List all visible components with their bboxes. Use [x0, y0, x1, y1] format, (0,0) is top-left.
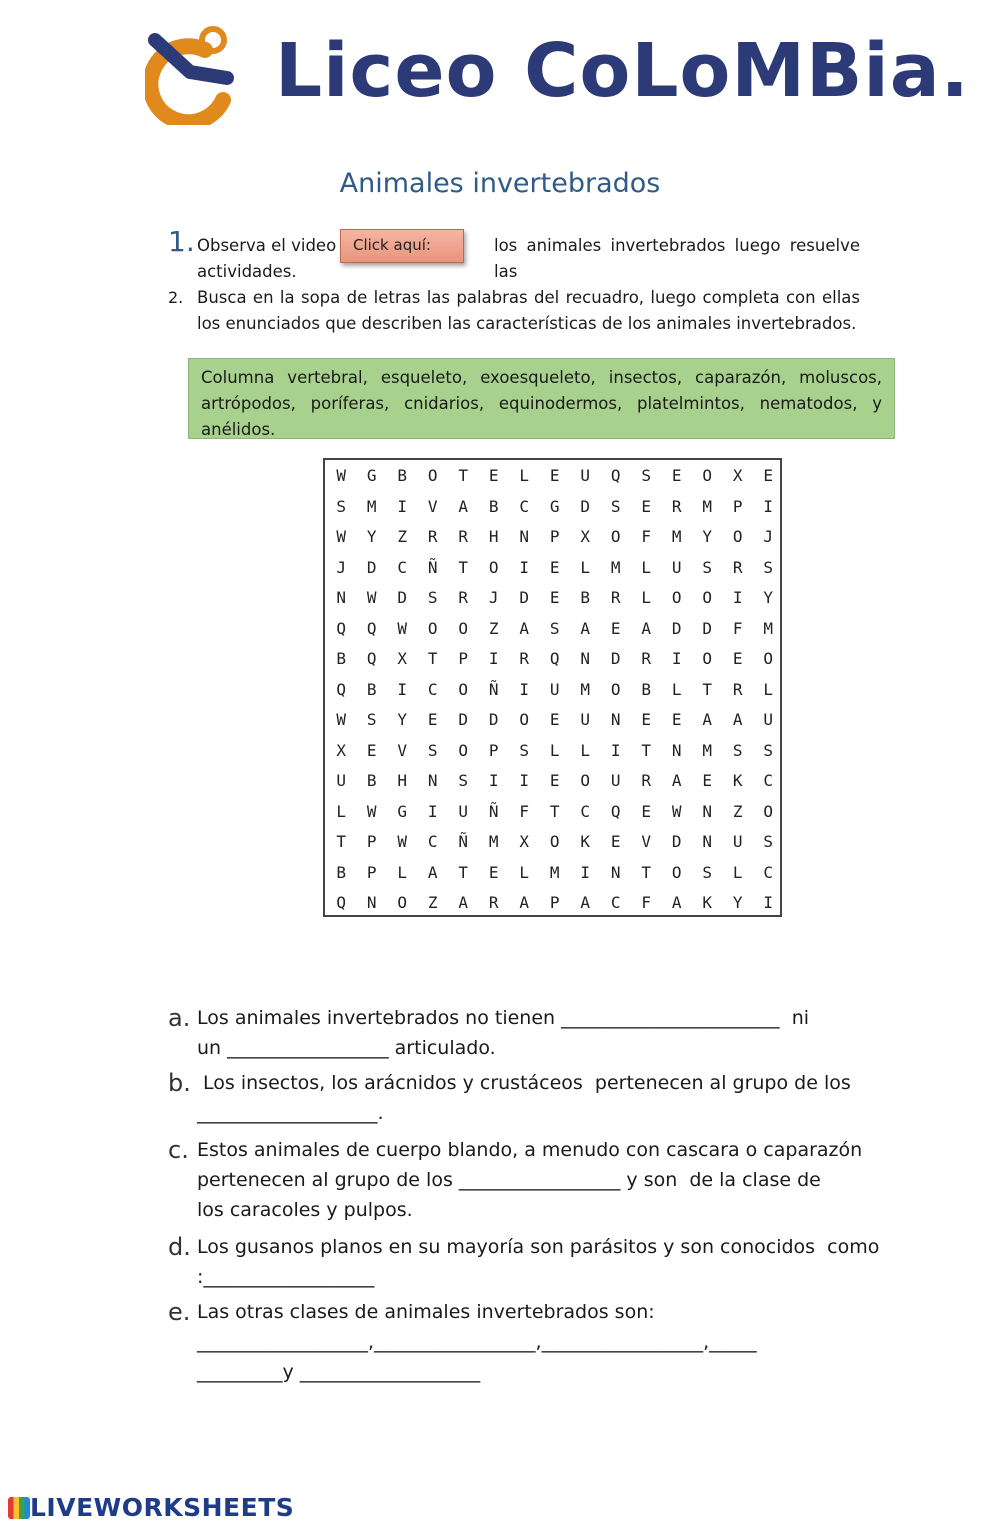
- grid-cell[interactable]: M: [366, 496, 377, 516]
- grid-cell[interactable]: D: [610, 649, 621, 668]
- grid-cell[interactable]: J: [336, 557, 347, 577]
- grid-row: [325, 461, 780, 492]
- grid-cell[interactable]: I: [763, 893, 774, 912]
- grid-cell[interactable]: N: [427, 771, 438, 790]
- grid-cell[interactable]: G: [549, 496, 560, 516]
- grid-cell[interactable]: O: [397, 893, 408, 912]
- grid-cell[interactable]: B: [641, 679, 652, 699]
- grid-cell[interactable]: N: [671, 740, 682, 760]
- grid-cell[interactable]: C: [397, 557, 408, 577]
- grid-cell[interactable]: M: [488, 832, 499, 851]
- question-letter: b.: [168, 1069, 191, 1097]
- grid-cell[interactable]: W: [336, 710, 347, 729]
- grid-cell[interactable]: C: [427, 832, 438, 851]
- grid-cell[interactable]: H: [488, 527, 499, 546]
- grid-cell[interactable]: J: [763, 527, 774, 546]
- grid-cell[interactable]: T: [458, 557, 469, 577]
- question-letter: e.: [168, 1298, 191, 1326]
- grid-cell[interactable]: U: [458, 801, 469, 821]
- grid-row: [325, 522, 780, 553]
- grid-cell[interactable]: I: [671, 649, 682, 668]
- grid-cell[interactable]: M: [671, 527, 682, 546]
- grid-cell[interactable]: D: [488, 710, 499, 729]
- grid-cell[interactable]: T: [641, 740, 652, 760]
- grid-cell[interactable]: V: [427, 496, 438, 516]
- grid-cell[interactable]: E: [610, 832, 621, 851]
- grid-row: [325, 858, 780, 889]
- grid-row: [325, 583, 780, 614]
- grid-cell[interactable]: A: [458, 893, 469, 912]
- grid-cell[interactable]: Z: [732, 801, 743, 821]
- question-4: [168, 1232, 880, 1292]
- grid-cell[interactable]: S: [702, 557, 713, 577]
- instruction-1-line2: actividades.: [197, 262, 297, 281]
- grid-cell[interactable]: W: [336, 527, 347, 546]
- grid-cell[interactable]: A: [702, 710, 713, 729]
- instruction-1-text-after: los animales invertebrados luego resuelve las: [494, 236, 860, 281]
- grid-cell[interactable]: U: [610, 771, 621, 790]
- grid-cell[interactable]: O: [702, 649, 713, 668]
- grid-cell[interactable]: R: [671, 496, 682, 516]
- grid-cell[interactable]: B: [580, 588, 591, 607]
- grid-cell[interactable]: L: [671, 679, 682, 699]
- grid-cell[interactable]: O: [610, 527, 621, 546]
- grid-cell[interactable]: Q: [336, 679, 347, 699]
- grid-cell[interactable]: F: [641, 893, 652, 912]
- grid-cell[interactable]: K: [732, 771, 743, 790]
- question-line[interactable]: Los insectos, los arácnidos y crustáceos pertenecen al grupo de los: [197, 1072, 851, 1094]
- word-list-box: Columna vertebral, esqueleto, exoesqueleto, insectos, caparazón, moluscos, artrópodos, poríferas, cnidarios, equinodermos, platelmintos, nematodos, y anélidos.: [188, 358, 895, 439]
- grid-cell[interactable]: O: [519, 710, 530, 729]
- grid-cell[interactable]: L: [397, 862, 408, 882]
- grid-cell[interactable]: E: [641, 496, 652, 516]
- grid-cell[interactable]: N: [610, 710, 621, 729]
- grid-cell[interactable]: R: [732, 679, 743, 699]
- grid-cell[interactable]: L: [519, 466, 530, 485]
- grid-cell[interactable]: T: [427, 649, 438, 668]
- grid-cell[interactable]: I: [488, 771, 499, 790]
- grid-cell[interactable]: S: [702, 862, 713, 882]
- grid-cell[interactable]: A: [519, 893, 530, 912]
- grid-cell[interactable]: D: [580, 496, 591, 516]
- footer-brand: [8, 1493, 294, 1522]
- grid-cell[interactable]: U: [732, 832, 743, 851]
- grid-cell[interactable]: S: [336, 496, 347, 516]
- question-body: [197, 1232, 880, 1292]
- question-1: [168, 1003, 868, 1063]
- grid-cell[interactable]: L: [519, 862, 530, 882]
- grid-cell[interactable]: I: [519, 771, 530, 790]
- grid-cell[interactable]: O: [488, 557, 499, 577]
- grid-cell[interactable]: A: [671, 893, 682, 912]
- grid-cell[interactable]: K: [702, 893, 713, 912]
- grid-cell[interactable]: A: [427, 862, 438, 882]
- grid-cell[interactable]: I: [610, 740, 621, 760]
- grid-cell[interactable]: G: [397, 801, 408, 821]
- question-2: [168, 1068, 868, 1128]
- grid-cell[interactable]: X: [732, 466, 743, 485]
- grid-cell[interactable]: L: [732, 862, 743, 882]
- grid-cell[interactable]: O: [702, 588, 713, 607]
- instruction-2-number: 2.: [168, 288, 184, 307]
- grid-cell[interactable]: O: [458, 740, 469, 760]
- grid-cell[interactable]: U: [549, 679, 560, 699]
- grid-cell[interactable]: A: [519, 618, 530, 638]
- grid-cell[interactable]: C: [610, 893, 621, 912]
- grid-cell[interactable]: P: [366, 862, 377, 882]
- grid-cell[interactable]: A: [458, 496, 469, 516]
- grid-cell[interactable]: C: [763, 862, 774, 882]
- grid-cell[interactable]: Z: [488, 618, 499, 638]
- question-line[interactable]: los caracoles y pulpos.: [197, 1199, 413, 1221]
- grid-cell[interactable]: S: [519, 740, 530, 760]
- grid-cell[interactable]: O: [427, 618, 438, 638]
- grid-cell[interactable]: E: [427, 710, 438, 729]
- question-body: [197, 1003, 868, 1063]
- grid-cell[interactable]: D: [519, 588, 530, 607]
- grid-cell[interactable]: T: [458, 862, 469, 882]
- grid-cell[interactable]: R: [732, 557, 743, 577]
- grid-cell[interactable]: O: [427, 466, 438, 485]
- question-line[interactable]: un _________________ articulado.: [197, 1037, 496, 1059]
- grid-cell[interactable]: O: [458, 618, 469, 638]
- grid-cell[interactable]: S: [427, 740, 438, 760]
- grid-cell[interactable]: F: [641, 527, 652, 546]
- grid-cell[interactable]: I: [397, 496, 408, 516]
- grid-row: [325, 553, 780, 584]
- grid-cell[interactable]: O: [549, 832, 560, 851]
- grid-cell[interactable]: N: [702, 801, 713, 821]
- grid-cell[interactable]: E: [671, 466, 682, 485]
- grid-cell[interactable]: I: [519, 557, 530, 577]
- grid-cell[interactable]: P: [549, 893, 560, 912]
- grid-cell[interactable]: S: [427, 588, 438, 607]
- question-line[interactable]: Las otras clases de animales invertebrados son:: [197, 1301, 655, 1323]
- grid-cell[interactable]: D: [702, 618, 713, 638]
- grid-cell[interactable]: L: [549, 740, 560, 760]
- grid-cell[interactable]: D: [366, 557, 377, 577]
- grid-cell[interactable]: B: [488, 496, 499, 516]
- grid-cell[interactable]: R: [427, 527, 438, 546]
- grid-cell[interactable]: G: [366, 466, 377, 485]
- grid-cell[interactable]: V: [641, 832, 652, 851]
- school-logo: [145, 20, 970, 130]
- grid-cell[interactable]: S: [549, 618, 560, 638]
- grid-cell[interactable]: M: [702, 496, 713, 516]
- question-line[interactable]: Los gusanos planos en su mayoría son parásitos y son conocidos como: [197, 1236, 880, 1258]
- question-body: [197, 1068, 868, 1128]
- grid-cell[interactable]: V: [397, 740, 408, 760]
- grid-cell[interactable]: W: [397, 832, 408, 851]
- grid-cell[interactable]: E: [702, 771, 713, 790]
- grid-cell[interactable]: R: [519, 649, 530, 668]
- grid-cell[interactable]: M: [702, 740, 713, 760]
- question-letter: c.: [168, 1136, 189, 1164]
- grid-cell[interactable]: U: [671, 557, 682, 577]
- grid-cell[interactable]: E: [488, 862, 499, 882]
- grid-cell[interactable]: I: [488, 649, 499, 668]
- grid-cell[interactable]: N: [702, 832, 713, 851]
- grid-cell[interactable]: I: [427, 801, 438, 821]
- grid-cell[interactable]: O: [671, 588, 682, 607]
- grid-row: [325, 736, 780, 767]
- grid-cell[interactable]: T: [336, 832, 347, 851]
- grid-cell[interactable]: R: [641, 649, 652, 668]
- grid-cell[interactable]: P: [549, 527, 560, 546]
- question-3: [168, 1135, 868, 1225]
- instruction-2-text: Busca en la sopa de letras las palabras del recuadro, luego completa con ellas los enunciados que describen las características de los animales invertebrados.: [197, 288, 860, 333]
- grid-cell[interactable]: L: [641, 588, 652, 607]
- grid-cell[interactable]: F: [519, 801, 530, 821]
- grid-cell[interactable]: P: [366, 832, 377, 851]
- word-search-grid[interactable]: [323, 458, 782, 917]
- grid-cell[interactable]: U: [763, 710, 774, 729]
- grid-cell[interactable]: O: [763, 801, 774, 821]
- grid-cell[interactable]: X: [336, 740, 347, 760]
- grid-cell[interactable]: Q: [336, 893, 347, 912]
- question-line[interactable]: ___________________.: [197, 1102, 384, 1124]
- grid-cell[interactable]: E: [549, 466, 560, 485]
- grid-cell[interactable]: O: [763, 649, 774, 668]
- grid-cell[interactable]: C: [580, 801, 591, 821]
- grid-row: [325, 614, 780, 645]
- grid-cell[interactable]: X: [580, 527, 591, 546]
- grid-cell[interactable]: S: [763, 740, 774, 760]
- grid-cell[interactable]: S: [641, 466, 652, 485]
- grid-cell[interactable]: K: [580, 832, 591, 851]
- grid-cell[interactable]: D: [671, 618, 682, 638]
- grid-row: [325, 492, 780, 523]
- grid-cell[interactable]: O: [671, 862, 682, 882]
- instruction-1: [168, 225, 860, 285]
- grid-cell[interactable]: Ñ: [488, 679, 499, 699]
- grid-cell[interactable]: M: [580, 679, 591, 699]
- grid-cell[interactable]: U: [580, 466, 591, 485]
- grid-cell[interactable]: T: [549, 801, 560, 821]
- grid-cell[interactable]: O: [610, 679, 621, 699]
- grid-cell[interactable]: Y: [732, 893, 743, 912]
- grid-cell[interactable]: A: [580, 618, 591, 638]
- grid-cell[interactable]: Z: [397, 527, 408, 546]
- grid-cell[interactable]: S: [763, 832, 774, 851]
- instruction-1-number: 1.: [168, 225, 195, 258]
- grid-cell[interactable]: E: [549, 771, 560, 790]
- grid-cell[interactable]: E: [549, 710, 560, 729]
- instruction-2: [168, 285, 860, 337]
- grid-cell[interactable]: I: [763, 496, 774, 516]
- question-line[interactable]: _________y ___________________: [197, 1361, 481, 1383]
- question-letter: d.: [168, 1233, 191, 1261]
- grid-cell[interactable]: Y: [397, 710, 408, 729]
- grid-cell[interactable]: O: [702, 466, 713, 485]
- grid-cell[interactable]: S: [732, 740, 743, 760]
- grid-cell[interactable]: U: [336, 771, 347, 790]
- grid-cell[interactable]: L: [580, 740, 591, 760]
- footer-brand-text: LIVEWORKSHEETS: [30, 1493, 295, 1522]
- grid-cell[interactable]: E: [549, 588, 560, 607]
- grid-cell[interactable]: N: [610, 862, 621, 882]
- grid-cell[interactable]: R: [610, 588, 621, 607]
- grid-cell[interactable]: S: [763, 557, 774, 577]
- grid-cell[interactable]: P: [488, 740, 499, 760]
- grid-cell[interactable]: E: [641, 710, 652, 729]
- grid-cell[interactable]: I: [397, 679, 408, 699]
- grid-cell[interactable]: D: [397, 588, 408, 607]
- question-line[interactable]: __________________,_________________,_________________,_____: [197, 1331, 757, 1353]
- grid-cell[interactable]: Q: [610, 466, 621, 485]
- grid-cell[interactable]: W: [671, 801, 682, 821]
- grid-cell[interactable]: T: [458, 466, 469, 485]
- grid-row: [325, 797, 780, 828]
- grid-cell[interactable]: P: [732, 496, 743, 516]
- grid-cell[interactable]: S: [366, 710, 377, 729]
- grid-cell[interactable]: A: [671, 771, 682, 790]
- grid-cell[interactable]: E: [763, 466, 774, 485]
- grid-cell[interactable]: M: [549, 862, 560, 882]
- grid-cell[interactable]: R: [641, 771, 652, 790]
- grid-cell[interactable]: P: [458, 649, 469, 668]
- grid-cell[interactable]: E: [732, 649, 743, 668]
- grid-cell[interactable]: W: [366, 801, 377, 821]
- grid-cell[interactable]: D: [671, 832, 682, 851]
- grid-cell[interactable]: O: [732, 527, 743, 546]
- grid-cell[interactable]: E: [671, 710, 682, 729]
- grid-row: [325, 705, 780, 736]
- grid-cell[interactable]: Ñ: [458, 832, 469, 851]
- grid-cell[interactable]: J: [488, 588, 499, 607]
- grid-cell[interactable]: Y: [702, 527, 713, 546]
- question-letter: a.: [168, 1004, 191, 1032]
- grid-cell[interactable]: L: [336, 801, 347, 821]
- grid-cell[interactable]: I: [580, 862, 591, 882]
- grid-cell[interactable]: L: [641, 557, 652, 577]
- question-line[interactable]: pertenecen al grupo de los _________________ y son de la clase de: [197, 1169, 821, 1191]
- grid-cell[interactable]: Y: [366, 527, 377, 546]
- liveworksheets-logo-icon: [8, 1497, 30, 1519]
- grid-cell[interactable]: E: [488, 466, 499, 485]
- grid-cell[interactable]: S: [458, 771, 469, 790]
- question-body: [197, 1297, 868, 1387]
- grid-cell[interactable]: L: [580, 557, 591, 577]
- grid-cell[interactable]: Y: [763, 588, 774, 607]
- logo-emblem-icon: [145, 20, 245, 125]
- grid-cell[interactable]: Q: [366, 618, 377, 638]
- video-link-button[interactable]: Click aquí:: [340, 229, 464, 263]
- grid-cell[interactable]: B: [336, 862, 347, 882]
- grid-cell[interactable]: E: [549, 557, 560, 577]
- grid-cell[interactable]: Ñ: [427, 557, 438, 577]
- instruction-1-text-before: Observa el video: [197, 236, 337, 255]
- question-line[interactable]: :__________________: [197, 1266, 375, 1288]
- grid-cell[interactable]: A: [580, 893, 591, 912]
- grid-cell[interactable]: E: [610, 618, 621, 638]
- grid-cell[interactable]: L: [763, 679, 774, 699]
- grid-cell[interactable]: R: [458, 527, 469, 546]
- grid-cell[interactable]: E: [366, 740, 377, 760]
- grid-cell[interactable]: B: [366, 771, 377, 790]
- grid-cell[interactable]: O: [580, 771, 591, 790]
- question-line[interactable]: Estos animales de cuerpo blando, a menudo con cascara o caparazón: [197, 1139, 863, 1161]
- grid-cell[interactable]: E: [641, 801, 652, 821]
- grid-cell[interactable]: N: [580, 649, 591, 668]
- grid-cell[interactable]: D: [458, 710, 469, 729]
- grid-cell[interactable]: O: [458, 679, 469, 699]
- grid-cell[interactable]: Z: [427, 893, 438, 912]
- grid-cell[interactable]: I: [519, 679, 530, 699]
- grid-cell[interactable]: H: [397, 771, 408, 790]
- grid-cell[interactable]: N: [519, 527, 530, 546]
- grid-cell[interactable]: F: [732, 618, 743, 638]
- question-line[interactable]: Los animales invertebrados no tienen _______________________ ni: [197, 1007, 810, 1029]
- grid-cell[interactable]: B: [366, 679, 377, 699]
- grid-cell[interactable]: M: [763, 618, 774, 638]
- grid-cell[interactable]: A: [732, 710, 743, 729]
- grid-cell[interactable]: T: [641, 862, 652, 882]
- grid-cell[interactable]: U: [580, 710, 591, 729]
- question-body: [197, 1135, 868, 1225]
- grid-row: [325, 827, 780, 858]
- grid-cell[interactable]: Ñ: [488, 801, 499, 821]
- grid-cell[interactable]: B: [397, 466, 408, 485]
- grid-cell[interactable]: N: [336, 588, 347, 607]
- question-5: [168, 1297, 868, 1387]
- grid-cell[interactable]: C: [519, 496, 530, 516]
- grid-row: [325, 766, 780, 797]
- grid-cell[interactable]: Q: [610, 801, 621, 821]
- grid-cell[interactable]: W: [336, 466, 347, 485]
- grid-cell[interactable]: C: [763, 771, 774, 790]
- grid-cell[interactable]: Q: [549, 649, 560, 668]
- grid-cell[interactable]: X: [519, 832, 530, 851]
- grid-cell[interactable]: Q: [366, 649, 377, 668]
- grid-cell[interactable]: W: [397, 618, 408, 638]
- grid-cell[interactable]: T: [702, 679, 713, 699]
- grid-cell[interactable]: Q: [336, 618, 347, 638]
- grid-cell[interactable]: W: [366, 588, 377, 607]
- grid-cell[interactable]: C: [427, 679, 438, 699]
- grid-row: [325, 675, 780, 706]
- logo-wordmark: Liceo CoLoMBia.: [275, 28, 970, 114]
- grid-row: [325, 644, 780, 675]
- grid-cell[interactable]: B: [336, 649, 347, 668]
- grid-row: [325, 888, 780, 919]
- grid-cell[interactable]: M: [610, 557, 621, 577]
- grid-cell[interactable]: R: [458, 588, 469, 607]
- grid-cell[interactable]: X: [397, 649, 408, 668]
- grid-cell[interactable]: N: [366, 893, 377, 912]
- grid-cell[interactable]: A: [641, 618, 652, 638]
- grid-cell[interactable]: S: [610, 496, 621, 516]
- grid-cell[interactable]: R: [488, 893, 499, 912]
- page-title: Animales invertebrados: [339, 168, 661, 199]
- grid-cell[interactable]: I: [732, 588, 743, 607]
